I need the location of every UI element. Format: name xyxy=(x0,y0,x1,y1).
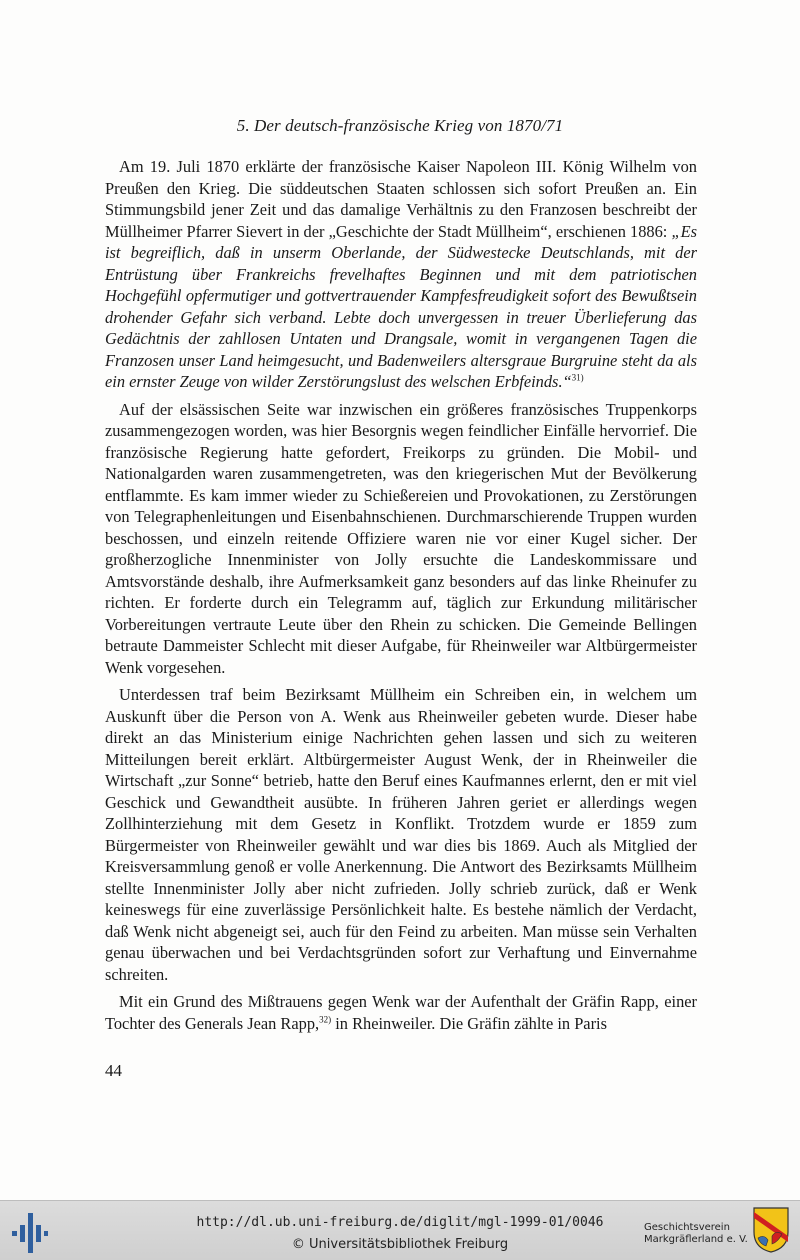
running-head: 5. Der deutsch-französische Krieg von 1870/71 xyxy=(236,116,564,135)
body-text xyxy=(105,156,697,1040)
viewer-footer xyxy=(0,1200,800,1260)
footnote-ref-32: 32) xyxy=(319,1014,332,1025)
paragraph-4 xyxy=(105,991,697,1034)
paragraph-4-text-b: in Rheinweiler. Die Gräfin zählte in Paris xyxy=(331,1013,607,1033)
permalink-url[interactable]: http://dl.ub.uni-freiburg.de/diglit/mgl-1999-01/0046 xyxy=(196,1215,604,1230)
paragraph-3: Unterdessen traf beim Bezirksamt Müllheim ein Schreiben ein, in welchem um Auskunft über die Person von A. Wenk aus Rheinweiler gebeten wurde. Dieser habe direkt an das Ministerium einige Nachrichten gehen lassen und sich zu weiteren Mitteilungen bereit erklärt. Altbürgermeister August Wenk, der in Rheinweiler die Wirtschaft „zur Sonne“ betrieb, hatte den Beruf eines Kaufmannes erlernt, den er mit viel Geschick und Gewandtheit ausübte. In früheren Jahren geriet er allerdings wegen Zollhinterziehung mit dem Gesetz in Konflikt. Trotzdem wurde er 1859 zum Bürgermeister von Rheinweiler gewählt und war dies bis 1869. Auch als Mitglied der Kreisversammlung genoß er volle Anerkennung. Die Antwort des Bezirksamts Müllheim stellte Innenminister Jolly aber nicht zufrieden. Jolly schrieb zurück, daß er Wenk keineswegs für eine zuverlässige Persönlichkeit halte. Es bestehe nämlich der Verdacht, daß Wenk nicht abgeneigt sei, auch für den Feind zu arbeiten. Man müsse sein Verhalten genau überwachen und bei Verdachtsgründen sofort zur Verhaftung und Einvernahme schreiten. xyxy=(105,685,697,984)
society-name xyxy=(644,1222,748,1246)
sievert-quote: „Es ist begreiflich, daß in unserm Oberlande, der Südwestecke Deutschlands, mit der Entrüstung über Frankreichs frevelhaftes Beginnen und mit dem patriotischen Hochgefühl opfermutiger und gottvertrauender Kampfesfreudigkeit sofort des Bewußtsein drohender Gefahr sich verband. Lebte doch unvergessen in treuer Überlieferung das Gedächtnis der zahllosen Untaten und Drangsale, womit in vergangenen Tagen die Franzosen unser Land heimgesucht, und Badenweilers altersgraue Burgruine steht da als ein ernster Zeuge von wilder Zerstörungslust des welschen Erbfeinds.“ xyxy=(105,221,697,391)
paragraph-4-text-a: Mit ein Grund des Mißtrauens gegen Wenk war der Aufenthalt der Gräfin Rapp, einer Tochter des Generals Jean Rapp, xyxy=(105,992,697,1033)
coat-of-arms-icon xyxy=(752,1206,790,1254)
page-number: 44 xyxy=(105,1061,122,1080)
copyright-notice: © Universitätsbibliothek Freiburg xyxy=(291,1237,509,1252)
society-line-2: Markgräflerland e. V. xyxy=(644,1234,748,1245)
paragraph-1-text: Am 19. Juli 1870 erklärte der französische Kaiser Napoleon III. König Wilhelm von Preußen den Krieg. Die süddeutschen Staaten schlossen sich sofort Preußen an. Ein Stimmungsbild jener Zeit und das damalige Verhältnis zu den Franzosen beschreibt der Müllheimer Pfarrer Sievert in der „Geschichte der Stadt Müllheim“, erschienen 1886: xyxy=(105,157,697,241)
paragraph-1 xyxy=(105,156,697,393)
society-line-1: Geschichtsverein xyxy=(644,1222,730,1233)
paragraph-2: Auf der elsässischen Seite war inzwischen ein größeres französisches Truppenkorps zusammengezogen worden, was hier Besorgnis wegen feindlicher Einfälle hervorrief. Die französische Regierung hatte gefordert, Freikorps zu gründen. Die Mobil- und Nationalgarden waren zusammengetreten, was den kriegerischen Mut der Bevölkerung entflammte. Es kam immer wieder zu Schießereien und Provokationen, zu Zerstörungen von Telegraphenleitungen und Eisenbahnschienen. Durchmarschierende Truppen wurden beschossen, und einzeln reitende Offiziere waren nie vor einer Kugel sicher. Der großherzogliche Innenminister von Jolly ersuchte die Landeskommissare und Amtsvorstände deshalb, ihre Aufmerksamkeit ganz besonders auf das linke Rheinufer zu richten. Er forderte durch ein Telegramm auf, täglich zur Erkundung militärischer Vorbereitungen vertraute Leute über den Rhein zu schicken. Die Gemeinde Bellingen betraute Dammeister Schlecht mit dieser Aufgabe, für Rheinweiler war Altbürgermeister Wenk vorgesehen. xyxy=(105,399,697,677)
footnote-ref-31: 31) xyxy=(571,372,584,383)
